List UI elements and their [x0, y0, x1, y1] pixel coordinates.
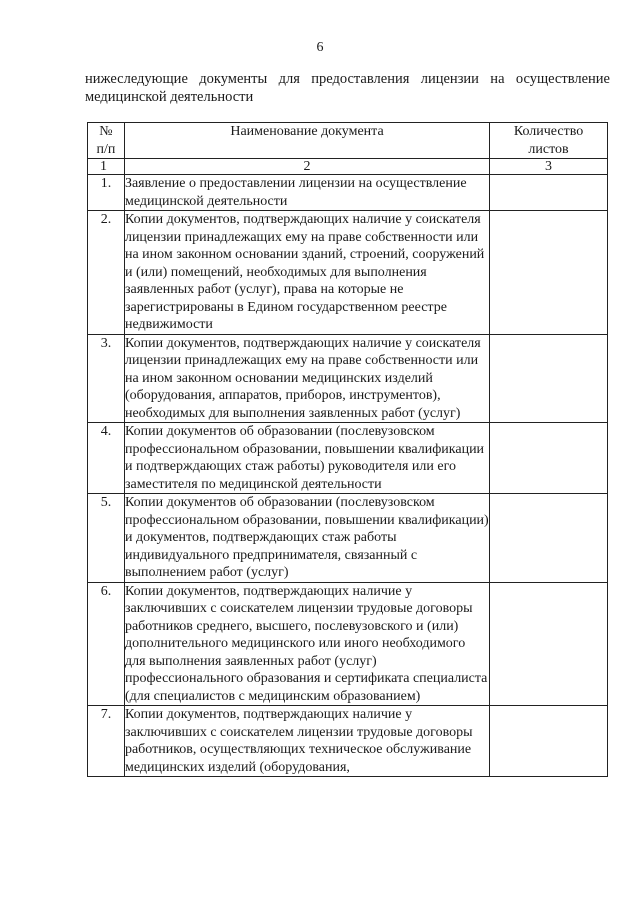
row-sheet-count[interactable]	[490, 706, 608, 777]
row-number: 5.	[88, 494, 125, 583]
intro-line-1: нижеследующие документы для предоставления лицензии на осуществление	[85, 71, 610, 87]
row-number: 1.	[88, 175, 125, 211]
intro-paragraph	[85, 70, 610, 106]
row-sheet-count[interactable]	[490, 582, 608, 706]
column-index-3: 3	[490, 159, 608, 175]
table-row	[88, 211, 608, 335]
row-sheet-count[interactable]	[490, 334, 608, 423]
header-sheet-count-label: Количество листов	[513, 124, 584, 157]
header-document-name: Наименование документа	[124, 123, 489, 159]
row-number: 4.	[88, 423, 125, 494]
row-document-name: Копии документов об образовании (послевузовском профессиональном образовании, повышении квалификации) и документов, подтверждающих стаж работы индивидуального предпринимателя, связанный с выполнением работ (услуг)	[124, 495, 489, 580]
table-row	[88, 334, 608, 423]
table-header-row	[88, 123, 608, 159]
documents-table	[87, 122, 608, 777]
row-sheet-count[interactable]	[490, 423, 608, 494]
header-number-label: № п/п	[96, 124, 116, 157]
row-document-name: Копии документов, подтверждающих наличие у соискателя лицензии принадлежащих ему на праве собственности или на ином законном основании зданий, строений, сооружений и (или) помещений, необходимых для выполнения заявленных работ (услуг), права на которые не зарегистрированы в Едином государственном реестре недвижимости	[124, 211, 489, 335]
row-sheet-count[interactable]	[490, 211, 608, 335]
column-index-1: 1	[88, 159, 125, 175]
table-row	[88, 706, 608, 777]
row-document-name: Заявление о предоставлении лицензии на осуществление медицинской деятельности	[124, 175, 489, 211]
table-row	[88, 582, 608, 706]
row-document-name: Копии документов, подтверждающих наличие у соискателя лицензии принадлежащих ему на праве собственности или на ином законном основании медицинских изделий (оборудования, аппаратов, приборов, инструментов), необходимых для выполнения заявленных работ (услуг)	[124, 334, 489, 423]
row-number: 6.	[88, 582, 125, 706]
row-document-name: Копии документов, подтверждающих наличие у заключивших с соискателем лицензии трудовые договоры работников, осуществляющих техническое обслуживание медицинских изделий (оборудования,	[124, 706, 489, 777]
intro-line-2: медицинской деятельности	[85, 89, 254, 105]
header-sheet-count	[490, 123, 608, 159]
row-number: 3.	[88, 334, 125, 423]
page-number: 6	[316, 40, 324, 55]
row-sheet-count[interactable]	[490, 494, 608, 583]
row-document-name: Копии документов, подтверждающих наличие у заключивших с соискателем лицензии трудовые договоры работников среднего, высшего, послевузовского и (или) дополнительного медицинского или иного необходимого для выполнения заявленных работ (услуг) профессионального образования и сертификата специалиста (для специалистов с медицинским образованием)	[124, 582, 489, 706]
row-document-name: Копии документов об образовании (послевузовском профессиональном образовании, повышении квалификации и подтверждающих стаж работы) руководителя или его заместителя по медицинской деятельности	[124, 423, 489, 494]
row-sheet-count[interactable]	[490, 175, 608, 211]
row-number: 2.	[88, 211, 125, 335]
table-row	[88, 175, 608, 211]
table-row	[88, 423, 608, 494]
column-index-row	[88, 159, 608, 175]
table-row	[88, 494, 608, 583]
header-number	[88, 123, 125, 159]
column-index-2: 2	[124, 159, 489, 175]
row-number: 7.	[88, 706, 125, 777]
